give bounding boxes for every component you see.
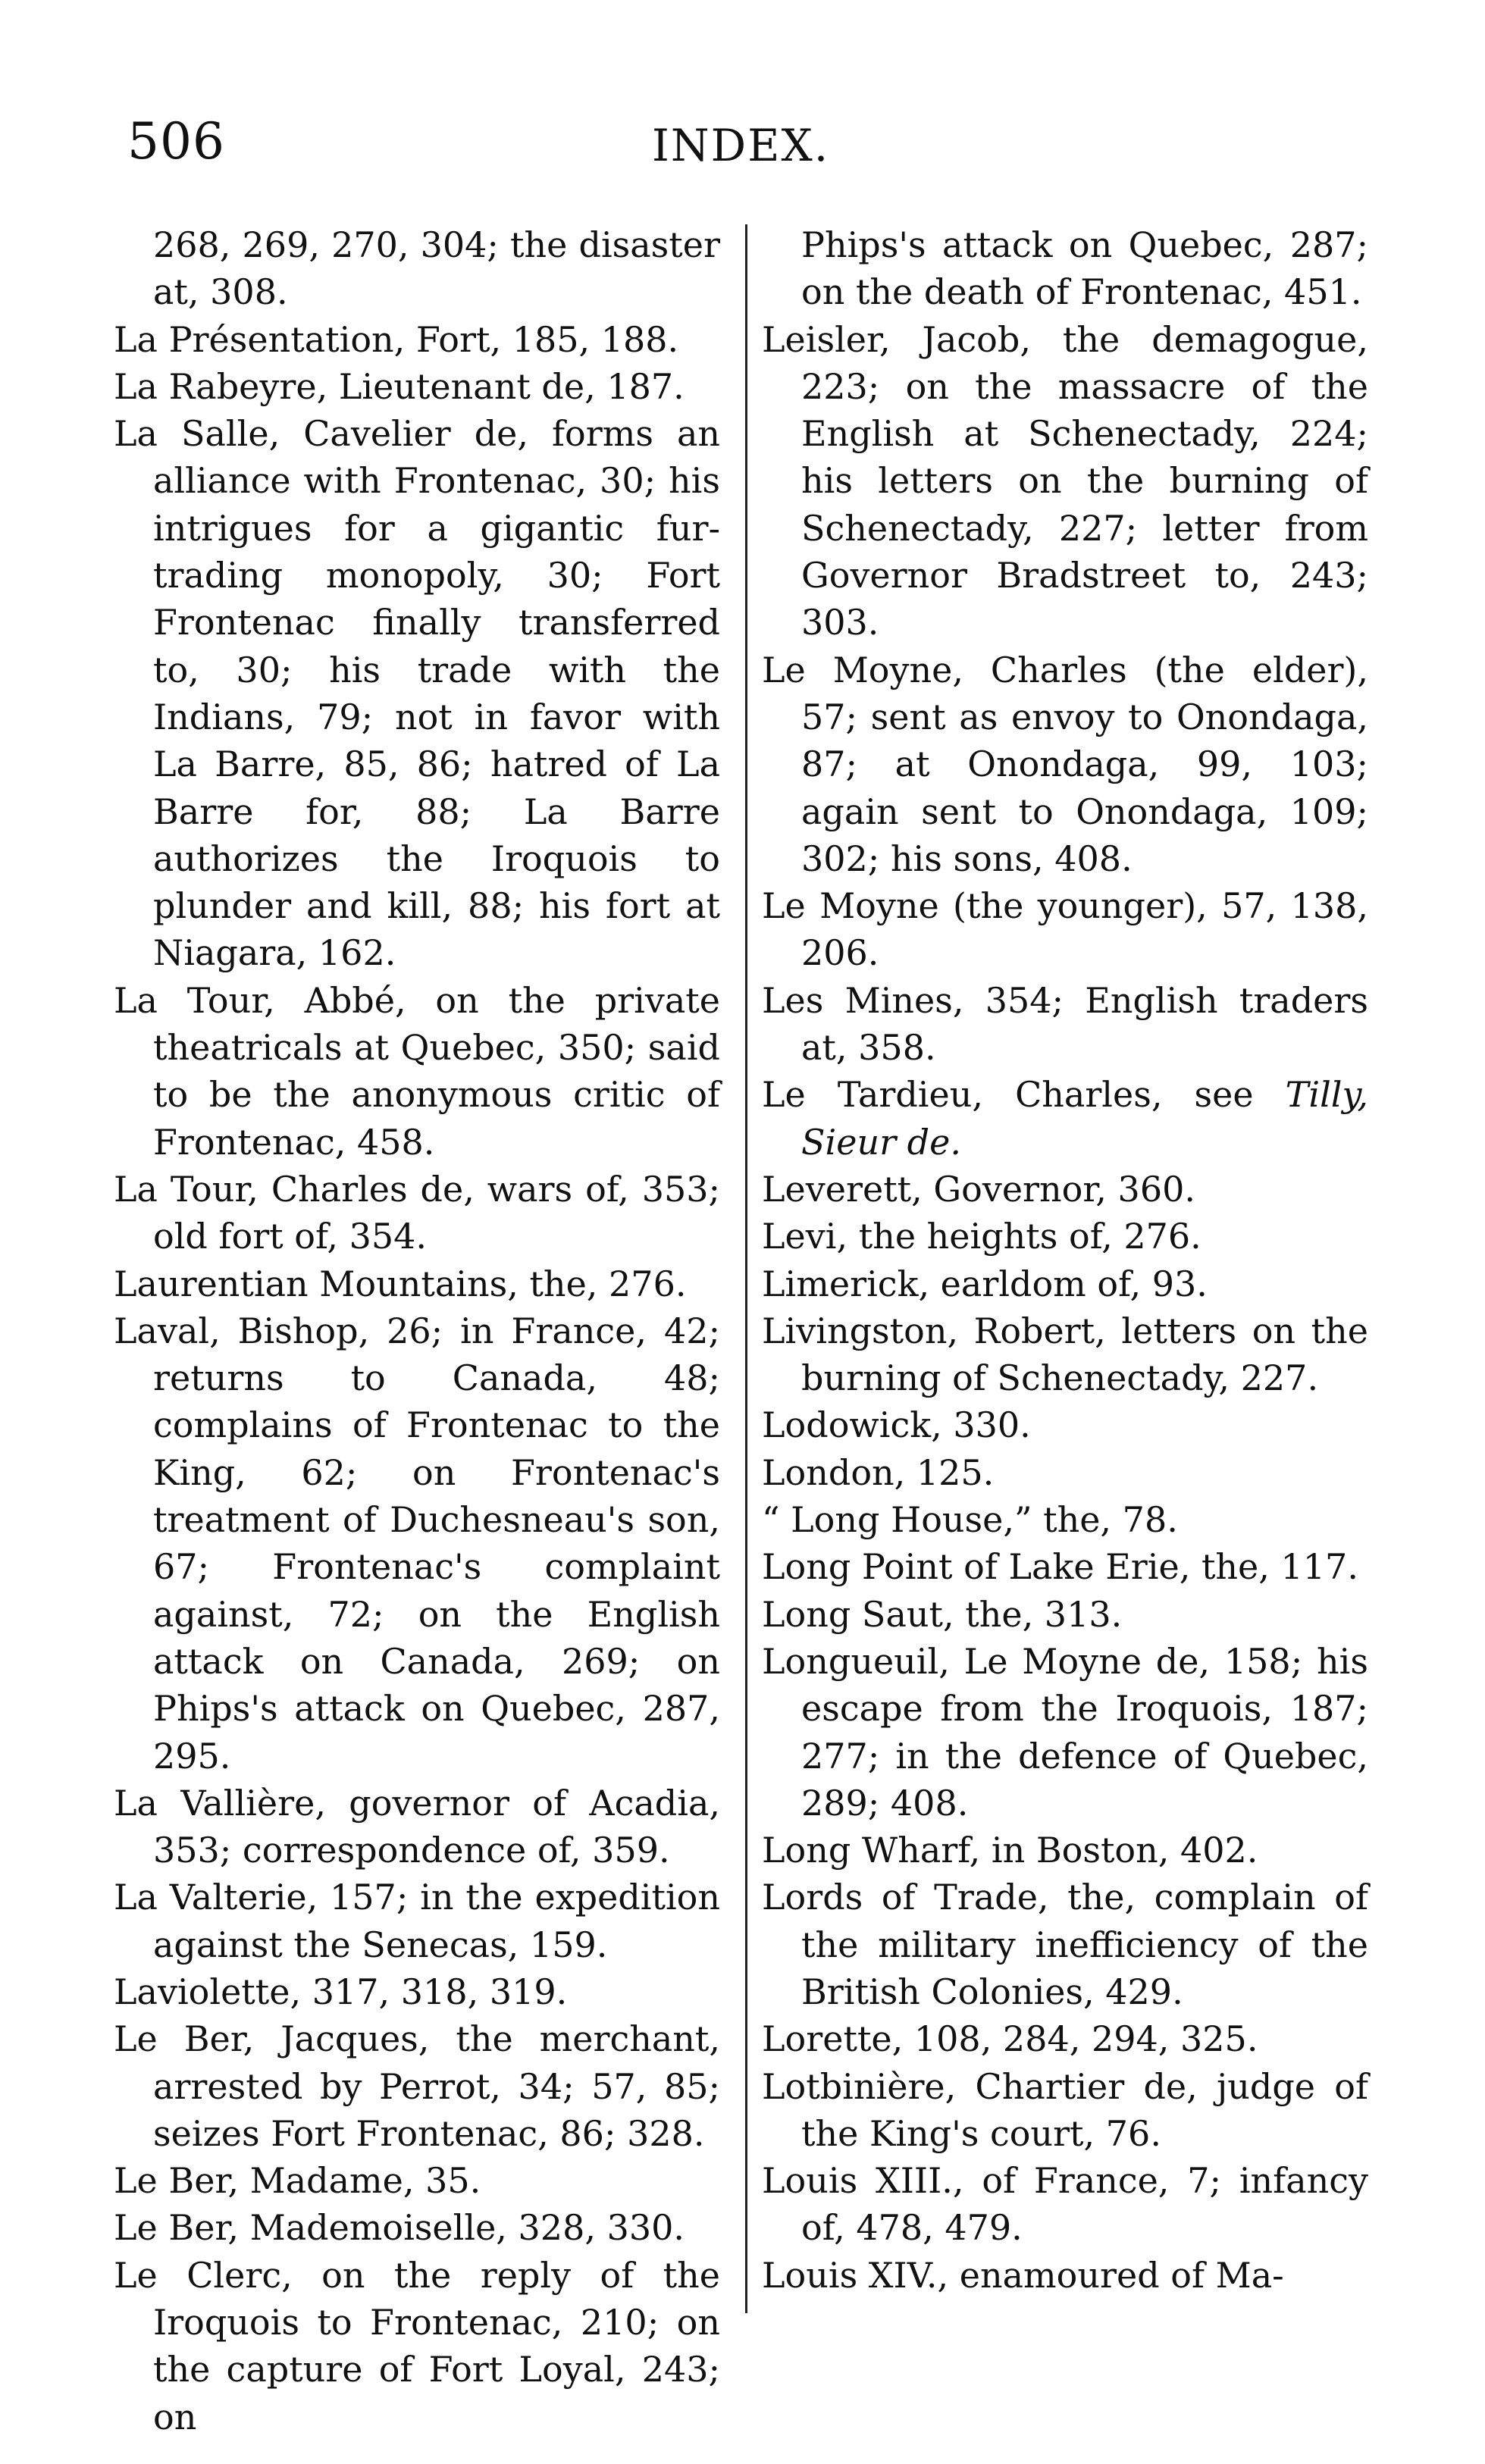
index-entry-text: Louis XIII., of France, 7; infancy of, 478, 479. xyxy=(762,2160,1368,2249)
index-entry-text: Long Saut, the, 313. xyxy=(762,1593,1123,1635)
index-entry-text: La Valterie, 157; in the expedition against the Senecas, 159. xyxy=(114,1877,720,1965)
index-entry xyxy=(114,1968,720,2015)
index-entry xyxy=(114,1166,720,1260)
running-head: INDEX. xyxy=(652,120,830,171)
index-entry xyxy=(762,1591,1368,1638)
index-entry xyxy=(762,1260,1368,1307)
index-entry xyxy=(762,1638,1368,1827)
index-entry xyxy=(762,2015,1368,2062)
index-entry-text: Lotbinière, Chartier de, judge of the King's court, 76. xyxy=(762,2065,1368,2154)
index-entry xyxy=(114,410,720,977)
column-divider xyxy=(745,224,747,2313)
index-entry-text: Phips's attack on Quebec, 287; on the death of Frontenac, 451. xyxy=(801,224,1368,313)
index-entry-text: Le Tardieu, Charles, see xyxy=(762,1074,1286,1116)
index-entry xyxy=(114,1874,720,1968)
index-entry-text: Le Moyne (the younger), 57, 138, 206. xyxy=(762,885,1368,974)
index-entry xyxy=(762,1449,1368,1496)
index-column-left xyxy=(114,221,720,2441)
index-entry xyxy=(114,221,720,316)
index-entry xyxy=(762,1827,1368,1874)
index-column-right xyxy=(762,221,1368,2299)
index-entry-text: “ Long House,” the, 78. xyxy=(762,1499,1178,1541)
index-entry xyxy=(762,1213,1368,1260)
index-entry xyxy=(762,1071,1368,1166)
index-entry xyxy=(762,882,1368,977)
index-entry-text: Lorette, 108, 284, 294, 325. xyxy=(762,2018,1258,2060)
index-entry-text: Le Clerc, on the reply of the Iroquois to Frontenac, 210; on the capture of Fort Loyal, 243; on xyxy=(114,2254,720,2437)
index-entry-text: Les Mines, 354; English traders at, 358. xyxy=(762,979,1368,1069)
index-entry xyxy=(762,1166,1368,1213)
index-entry-text: Livingston, Robert, letters on the burning of Schenectady, 227. xyxy=(762,1310,1368,1399)
index-entry-text: Louis XIV., enamoured of Ma- xyxy=(762,2254,1284,2296)
index-entry-text: Laurentian Mountains, the, 276. xyxy=(114,1263,687,1304)
index-entry-text: Leverett, Governor, 360. xyxy=(762,1168,1195,1210)
index-entry-text: La Rabeyre, Lieutenant de, 187. xyxy=(114,365,685,407)
index-entry xyxy=(762,2252,1368,2299)
index-entry-text: Le Ber, Mademoiselle, 328, 330. xyxy=(114,2207,685,2249)
index-entry xyxy=(114,2015,720,2157)
index-entry xyxy=(762,1543,1368,1590)
index-entry-text: La Tour, Abbé, on the private theatricals at Quebec, 350; said to be the anonymous critic of Frontenac, 458. xyxy=(114,979,720,1163)
index-entry-text: La Tour, Charles de, wars of, 353; old fort of, 354. xyxy=(114,1168,720,1257)
index-entry-text: Levi, the heights of, 276. xyxy=(762,1216,1201,1257)
index-entry xyxy=(762,1401,1368,1448)
index-entry-text: Laviolette, 317, 318, 319. xyxy=(114,1971,568,2012)
index-entry-text: Long Wharf, in Boston, 402. xyxy=(762,1830,1258,1871)
index-entry-text: Laval, Bishop, 26; in France, 42; returns to Canada, 48; complains of Frontenac to the King, 62; on Frontenac's treatment of Duchesneau's son, 67; Frontenac's complaint against, 72; on the English attack on Canada, 269; on Phips's attack on Quebec, 287, 295. xyxy=(114,1310,720,1777)
index-entry xyxy=(114,1307,720,1780)
index-entry-text: Lords of Trade, the, complain of the military inefficiency of the British Colonies, 429. xyxy=(762,1877,1368,2012)
index-entry-text: La Vallière, governor of Acadia, 353; correspondence of, 359. xyxy=(114,1782,720,1871)
index-entry-text: La Salle, Cavelier de, forms an alliance with Frontenac, 30; his intrigues for a gigantic fur-trading monopoly, 30; Fort Frontenac finally transferred to, 30; his trade with the Indians, 79; not in favor with La Barre, 85, 86; hatred of La Barre for, 88; La Barre authorizes the Iroquois to plunder and kill, 88; his fort at Niagara, 162. xyxy=(114,413,720,974)
index-entry xyxy=(114,363,720,410)
index-entry xyxy=(762,1307,1368,1402)
index-entry xyxy=(114,2157,720,2204)
index-entry-text: Leisler, Jacob, the demagogue, 223; on the massacre of the English at Schenectady, 224; his letters on the burning of Schenectady, 227; letter from Governor Bradstreet to, 243; 303. xyxy=(762,318,1368,643)
index-entry-text: Lodowick, 330. xyxy=(762,1404,1031,1446)
index-entry-text: Longueuil, Le Moyne de, 158; his escape from the Iroquois, 187; 277; in the defence of Quebec, 289; 408. xyxy=(762,1640,1368,1824)
index-entry xyxy=(114,977,720,1166)
index-entry xyxy=(762,316,1368,647)
index-entry xyxy=(762,647,1368,882)
index-entry xyxy=(114,1260,720,1307)
index-entry xyxy=(114,2252,720,2441)
index-entry xyxy=(762,2157,1368,2252)
index-entry xyxy=(762,977,1368,1072)
index-entry xyxy=(114,1780,720,1874)
index-entry-text: 268, 269, 270, 304; the disaster at, 308. xyxy=(153,224,720,313)
index-entry-text: Le Ber, Jacques, the merchant, arrested by Perrot, 34; 57, 85; seizes Fort Frontenac, 86; 328. xyxy=(114,2018,720,2154)
index-entry xyxy=(114,316,720,363)
index-entry xyxy=(762,221,1368,316)
index-entry xyxy=(762,1496,1368,1543)
index-entry-text: Long Point of Lake Erie, the, 117. xyxy=(762,1546,1358,1588)
index-entry-text: London, 125. xyxy=(762,1451,995,1493)
index-entry xyxy=(114,2204,720,2251)
index-entry-text: Limerick, earldom of, 93. xyxy=(762,1263,1208,1304)
index-entry-text: La Présentation, Fort, 185, 188. xyxy=(114,318,679,360)
index-entry xyxy=(762,1874,1368,2015)
index-entry-text: Le Moyne, Charles (the elder), 57; sent as envoy to Onondaga, 87; at Onondaga, 99, 103; again sent to Onondaga, 109; 302; his sons, 408. xyxy=(762,649,1368,879)
page-number: 506 xyxy=(127,112,225,171)
index-entry xyxy=(762,2063,1368,2158)
index-entry-text: Le Ber, Madame, 35. xyxy=(114,2160,481,2202)
index-entry-italic-text: Tilly, Sieur de. xyxy=(801,1074,1368,1163)
